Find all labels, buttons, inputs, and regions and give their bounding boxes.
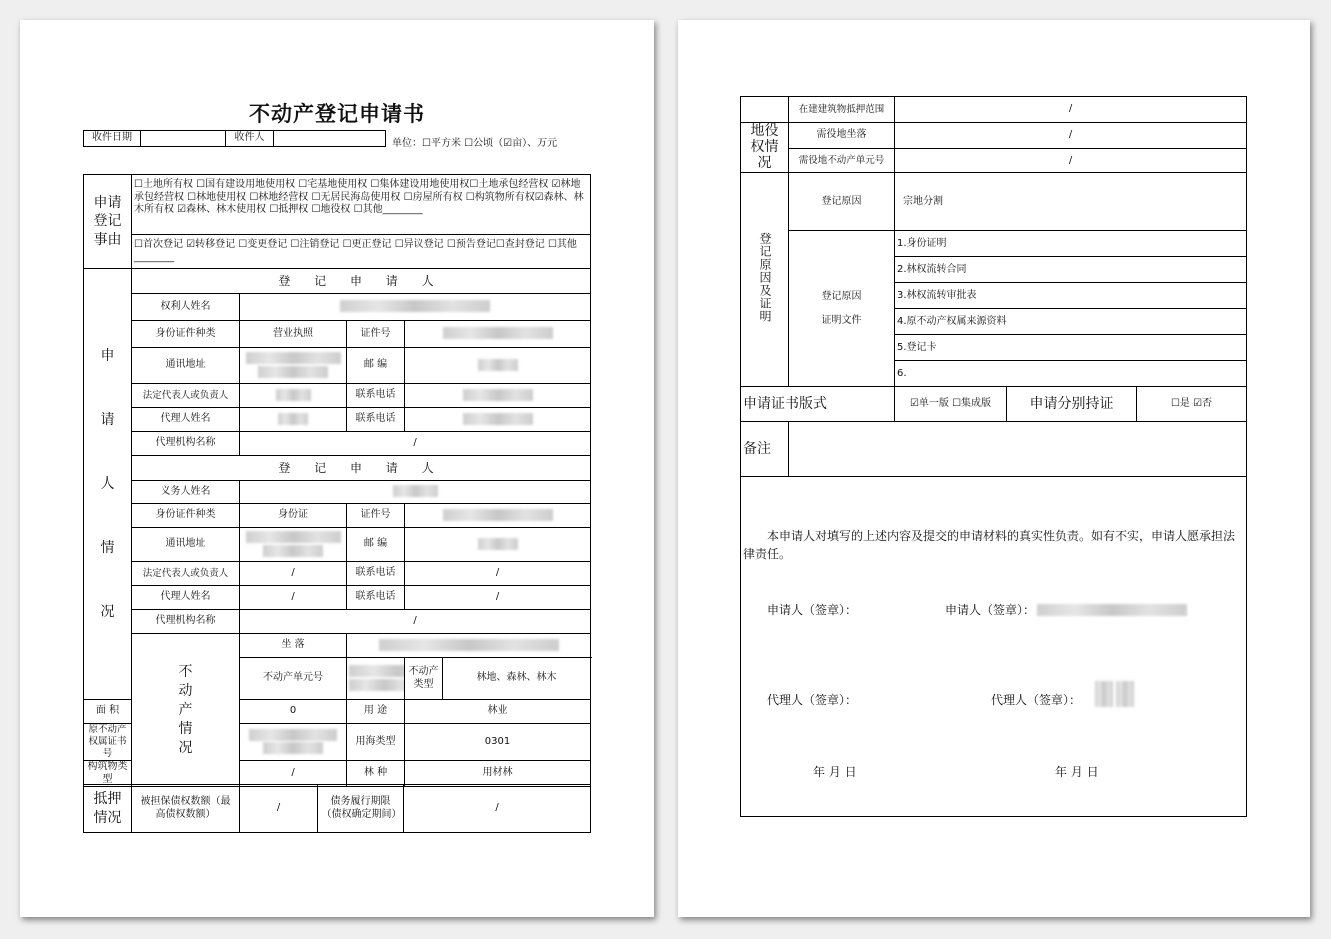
obligor-postcode-value xyxy=(405,528,591,562)
right-holder-agent-label: 代理人姓名 xyxy=(132,408,240,432)
mortgage-term-value: / xyxy=(404,785,591,833)
receive-date-label: 收件日期 xyxy=(84,131,141,147)
receive-date-value xyxy=(141,131,226,147)
right-holder-postcode-value xyxy=(405,348,591,384)
mortgage-table xyxy=(83,784,591,833)
right-holder-agency-label: 代理机构名称 xyxy=(132,432,240,456)
property-usage-label: 用 途 xyxy=(347,700,405,724)
doc-item: 4.原不动产权属来源资料 xyxy=(895,309,1247,335)
form-page-2 xyxy=(678,20,1310,917)
obligor-agency-value: / xyxy=(240,610,591,634)
obligor-address-label: 通讯地址 xyxy=(132,528,240,562)
right-holder-legal-rep-label: 法定代表人或负责人 xyxy=(132,384,240,408)
right-holder-agency-value: / xyxy=(240,432,591,456)
right-holder-id-no-label: 证件号 xyxy=(347,321,405,348)
applicant-sign-label-1: 申请人（签章）： xyxy=(767,603,858,618)
right-holder-id-no-value xyxy=(405,321,591,348)
applicant-section-label: 申 请 人 情 况 xyxy=(84,269,132,700)
receipt-info-table xyxy=(83,130,386,147)
obligor-name-label: 义务人姓名 xyxy=(132,481,240,504)
docs-label: 登记原因 证明文件 xyxy=(789,231,895,387)
under-construction-value: / xyxy=(895,97,1247,123)
right-holder-legal-rep-value xyxy=(240,384,347,408)
obligor-agent-phone-value: / xyxy=(405,586,591,610)
servient-location-value: / xyxy=(895,123,1247,149)
applicant-sign-value xyxy=(1037,604,1187,618)
property-location-label: 坐 落 xyxy=(240,634,347,658)
obligor-agent-value: / xyxy=(240,586,347,610)
obligor-agent-label: 代理人姓名 xyxy=(132,586,240,610)
agent-sign-label-2: 代理人（签章）： xyxy=(991,693,1082,708)
date-2: 年 月 日 xyxy=(1055,765,1099,780)
separate-cert-value: ☐是 ☑否 xyxy=(1137,387,1247,422)
right-holder-name-value xyxy=(240,294,591,321)
mortgage-amount-value: / xyxy=(240,785,318,833)
obligor-id-type-label: 身份证件种类 xyxy=(132,504,240,528)
reg-type-options: ☐首次登记 ☑转移登记 ☐变更登记 ☐注销登记 ☐更正登记 ☐异议登记 ☐预告登记☐查封登记 ☐其他________ xyxy=(132,235,591,269)
under-construction-label: 在建建筑物抵押范围 xyxy=(789,97,895,123)
property-unit-no-label: 不动产单元号 xyxy=(240,658,347,700)
servient-location-label: 需役地坐落 xyxy=(789,123,895,149)
property-type-value: 林地、森林、林木 xyxy=(443,658,591,700)
agent-sign-label-1: 代理人（签章）： xyxy=(767,693,858,708)
blank-cell xyxy=(741,97,789,123)
reg-rights-options: ☐土地所有权 ☐国有建设用地使用权 ☐宅基地使用权 ☐集体建设用地使用权☐土地承包经营权 ☑林地承包经营权 ☐林地使用权 ☐林地经营权 ☐无居民海岛使用权 ☐房屋所有权 ☐构筑物所有权☑森林、林木所有权 ☑森林、林木使用权 ☐抵押权 ☐地役权 ☐其他________ xyxy=(132,175,591,235)
obligor-legal-rep-label: 法定代表人或负责人 xyxy=(132,562,240,586)
separate-cert-label: 申请分别持证 xyxy=(1007,387,1137,422)
reason-label: 登记原因 xyxy=(789,173,895,231)
right-holder-phone-label: 联系电话 xyxy=(347,384,405,408)
obligor-legal-rep-value: / xyxy=(240,562,347,586)
property-area-value: 0 xyxy=(240,700,347,724)
reg-matter-label: 申请登记事由 xyxy=(84,175,132,269)
reason-section-label: 登记原因及证明 xyxy=(741,173,789,387)
obligor-phone-value: / xyxy=(405,562,591,586)
declaration-block xyxy=(741,477,1247,817)
remarks-label: 备注 xyxy=(741,422,789,477)
property-usage-value: 林业 xyxy=(405,700,591,724)
receiver-value xyxy=(274,131,386,147)
declaration-text: 本申请人对填写的上述内容及提交的申请材料的真实性负责。如有不实，申请人愿承担法律责任。 xyxy=(743,529,1236,562)
servient-unit-label: 需役地不动产单元号 xyxy=(789,149,895,173)
receiver-label: 收件人 xyxy=(226,131,274,147)
agent-sign-value xyxy=(1095,681,1134,707)
page2-table xyxy=(740,96,1247,817)
right-holder-address-label: 通讯地址 xyxy=(132,348,240,384)
obligor-id-no-label: 证件号 xyxy=(347,504,405,528)
mortgage-amount-label: 被担保债权数额（最高债权数额） xyxy=(132,785,240,833)
property-type-label: 不动产类型 xyxy=(405,658,443,700)
applicant-table xyxy=(83,174,591,787)
obligor-agency-label: 代理机构名称 xyxy=(132,610,240,634)
structure-type-value: / xyxy=(240,761,347,787)
property-location-value xyxy=(347,634,591,658)
obligor-id-type-value: 身份证 xyxy=(240,504,347,528)
obligor-id-no-value xyxy=(405,504,591,528)
doc-item: 1.身份证明 xyxy=(895,231,1247,257)
easement-section-label: 地役权情况 xyxy=(741,123,789,173)
right-holder-phone-value xyxy=(405,384,591,408)
applicant-sign-label-2: 申请人（签章）： xyxy=(945,603,1036,618)
property-unit-no-value xyxy=(347,658,405,700)
doc-item: 6. xyxy=(895,361,1247,387)
orig-cert-label: 原不动产权属证书号 xyxy=(84,724,132,761)
obligor-address-value xyxy=(240,528,347,562)
right-holder-name-label: 权利人姓名 xyxy=(132,294,240,321)
mortgage-term-label: 债务履行期限（债权确定期间） xyxy=(318,785,404,833)
tree-type-label: 林 种 xyxy=(347,761,405,787)
right-holder-postcode-label: 邮 编 xyxy=(347,348,405,384)
obligor-header: 登 记 申 请 人 xyxy=(132,456,591,481)
right-holder-agent-phone-label: 联系电话 xyxy=(347,408,405,432)
obligor-agent-phone-label: 联系电话 xyxy=(347,586,405,610)
mortgage-section-label: 抵押情况 xyxy=(84,785,132,833)
right-holder-agent-phone-value xyxy=(405,408,591,432)
obligor-name-value xyxy=(240,481,591,504)
reason-value: 宗地分割 xyxy=(895,173,1247,231)
doc-item: 5.登记卡 xyxy=(895,335,1247,361)
property-area-label: 面 积 xyxy=(84,700,132,724)
doc-item: 2.林权流转合同 xyxy=(895,257,1247,283)
orig-cert-value xyxy=(240,724,347,761)
sea-use-value: 0301 xyxy=(405,724,591,761)
remarks-value xyxy=(789,422,1247,477)
tree-type-value: 用材林 xyxy=(405,761,591,787)
right-holder-id-type-value: 营业执照 xyxy=(240,321,347,348)
property-section-label: 不 动 产 情 况 xyxy=(132,634,240,787)
cert-format-label: 申请证书版式 xyxy=(741,387,895,422)
right-holder-id-type-label: 身份证件种类 xyxy=(132,321,240,348)
obligor-phone-label: 联系电话 xyxy=(347,562,405,586)
doc-item: 3.林权流转审批表 xyxy=(895,283,1247,309)
sea-use-label: 用海类型 xyxy=(347,724,405,761)
date-1: 年 月 日 xyxy=(813,765,857,780)
servient-unit-value: / xyxy=(895,149,1247,173)
unit-text: 单位：☐平方米 ☐公顷（☑亩）、万元 xyxy=(392,138,558,149)
form-title: 不动产登记申请书 xyxy=(249,101,425,126)
right-holder-agent-value xyxy=(240,408,347,432)
cert-format-value: ☑单一版 ☐集成版 xyxy=(895,387,1007,422)
form-page-1 xyxy=(20,20,654,917)
right-holder-address-value xyxy=(240,348,347,384)
structure-type-label: 构筑物类型 xyxy=(84,761,132,787)
right-holder-header: 登 记 申 请 人 xyxy=(132,269,591,294)
obligor-postcode-label: 邮 编 xyxy=(347,528,405,562)
